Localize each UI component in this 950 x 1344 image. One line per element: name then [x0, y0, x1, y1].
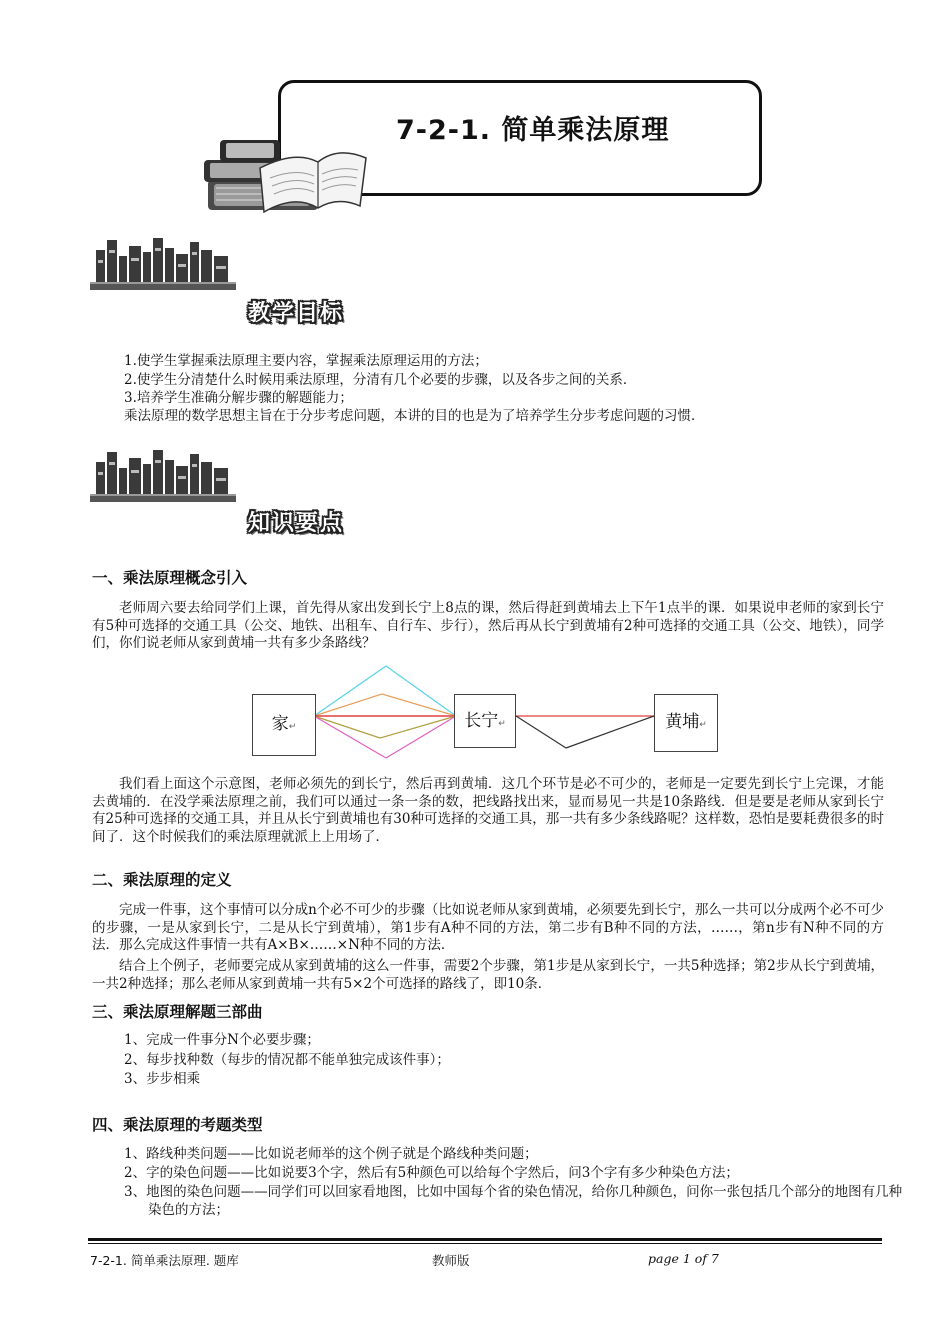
route-line: [314, 666, 386, 716]
list-item: 3、地图的染色问题——同学们可以回家看地图，比如中国每个省的染色情况，给你几种颜色，问你一张包括几个部分的地图有几种染色的方法；: [124, 1184, 903, 1218]
route-line: [566, 716, 654, 748]
list-item: 3、步步相乘: [124, 1071, 201, 1087]
objective-line: 乘法原理的数学思想主旨在于分步考虑问题，本讲的目的也是为了培养学生分步考虑问题的习惯．: [124, 408, 705, 424]
list-item: 2、每步找种数（每步的情况都不能单独完成该件事）；: [124, 1052, 450, 1068]
list-item: 1、路线种类问题——比如说老师举的这个例子就是个路线种类问题；: [124, 1146, 538, 1162]
diagram-node-huangpu: 黄埔↵: [654, 694, 718, 752]
footer-rule: [88, 1238, 882, 1241]
list-item: 2、字的染色问题——比如说要3个字，然后有5种颜色可以给每个字然后，问3个字有多少种染色方法；: [124, 1165, 739, 1181]
heading-part2: 二、乘法原理的定义: [92, 871, 232, 889]
objective-line: 2.使学生分清楚什么时候用乘法原理，分清有几个必要的步骤，以及各步之间的关系．: [124, 372, 637, 388]
footer-rule: [88, 1243, 882, 1244]
objective-line: 1.使学生掌握乘法原理主要内容，掌握乘法原理运用的方法；: [124, 353, 488, 369]
heading-part4: 四、乘法原理的考题类型: [92, 1116, 263, 1134]
objective-line: 3.培养学生准确分解步骤的解题能力；: [124, 390, 353, 406]
heading-part3: 三、乘法原理解题三部曲: [92, 1003, 263, 1021]
diagram-node-home: 家↵: [252, 694, 316, 756]
route-line: [516, 716, 566, 748]
footer-center: 教师版: [432, 1253, 470, 1268]
route-line: [382, 694, 456, 716]
paragraph: 结合上个例子，老师要完成从家到黄埔的这么一件事，需要2个步骤，第1步是从家到长宁，一共5种选择；第2步从长宁到黄埔，一共2种选择；那么老师从家到黄埔一共有5×2个可选择的路线了，即10条．: [92, 958, 884, 992]
bookshelf-icon: [90, 236, 238, 292]
paragraph: 完成一件事，这个事情可以分成n个必不可少的步骤（比如说老师从家到黄埔，必须要先到长宁，那么一共可以分成两个必不可少的步骤，一是从家到长宁，二是从长宁到黄埔），第1步有A种不同的方法，第二步有B种不同的方法，……，第n步有N种不同的方法．那么完成这件事情一共有A×B×……×N种不同的方法．: [92, 902, 884, 953]
paragraph: 我们看上面这个示意图，老师必须先的到长宁，然后再到黄埔．这几个环节是必不可少的，老师是一定要先到长宁上完课，才能去黄埔的．在没学乘法原理之前，我们可以通过一条一条的数，把线路找出来，显而易见一共是10条路线．但是要是老师从家到长宁有25种可选择的交通工具，并且从长宁到黄埔也有30种可选择的交通工具，那一共有多少条线路呢？这样数，恐怕是要耗费很多的时间了．这个时候我们的乘法原理就派上上用场了．: [92, 776, 884, 845]
list-item: 1、完成一件事分N个必要步骤；: [124, 1032, 320, 1048]
route-line: [380, 716, 456, 738]
route-line: [386, 716, 456, 758]
route-line: [314, 694, 382, 716]
section-heading-objectives: 教学目标: [248, 301, 345, 326]
heading-part1: 一、乘法原理概念引入: [92, 569, 248, 587]
paragraph: 老师周六要去给同学们上课，首先得从家出发到长宁上8点的课，然后得赶到黄埔去上下午1点半的课．如果说申老师的家到长宁有5种可选择的交通工具（公交、地铁、出租车、自行车、步行），然后再从长宁到黄埔有2种可选择的交通工具（公交、地铁），同学们，你们说老师从家到黄埔一共有多少条路线？: [92, 600, 884, 651]
footer-left: 7-2-1. 简单乘法原理. 题库: [90, 1253, 239, 1268]
footer-page-number: page 1 of 7: [648, 1251, 719, 1266]
bookshelf-icon: [90, 448, 238, 504]
books-stack-icon: [200, 128, 368, 216]
diagram-node-changning: 长宁↵: [454, 694, 516, 748]
route-line: [386, 666, 456, 716]
page-title: 7-2-1. 简单乘法原理: [396, 115, 670, 146]
section-heading-knowledge: 知识要点: [248, 511, 345, 536]
